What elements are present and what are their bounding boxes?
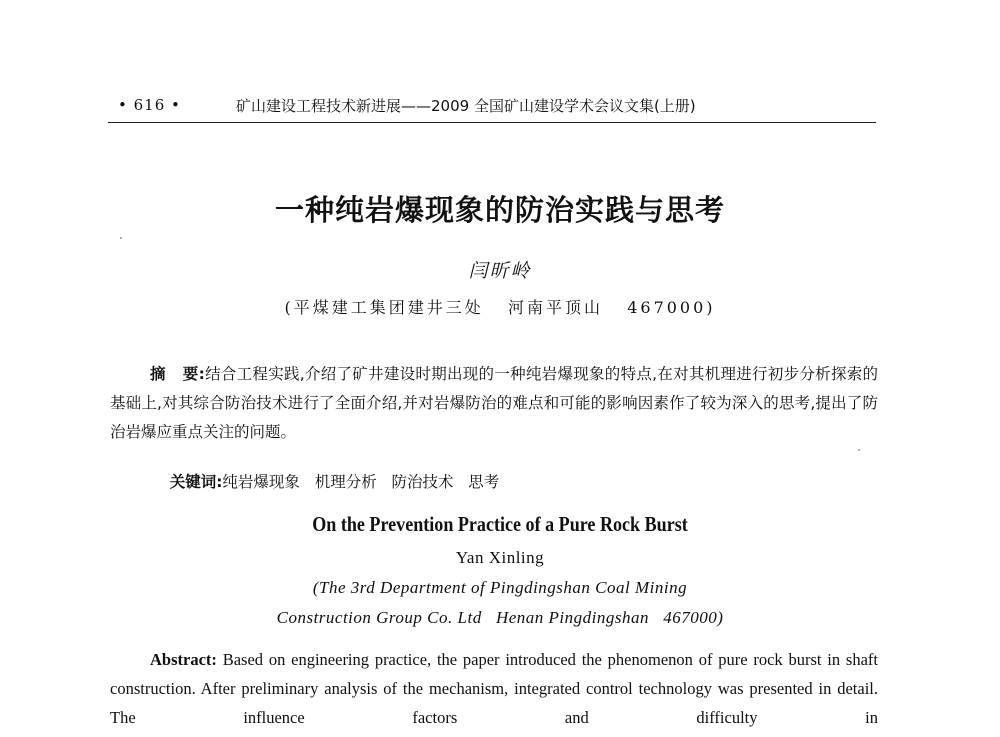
chinese-title: 一种纯岩爆现象的防治实践与思考 [274,193,725,227]
header-divider [108,122,876,123]
chinese-affiliation: (平煤建工集团建井三处 河南平顶山 467000) [284,298,716,317]
english-author: Yan Xinling [455,548,545,567]
english-abstract-label: Abstract: [150,650,217,669]
running-header [108,92,876,122]
scan-speck [120,237,122,239]
chinese-keywords-label: 关键词: [169,473,223,491]
english-abstract-text: Based on engineering practice, the paper introduced the phenomenon of pure rock burst in shaft construction. After preliminary analysis of the mechanism, integrated control technology was presented in detail. The influence factors and difficulty in [110,650,878,727]
chinese-abstract-label: 摘 要: [150,365,205,383]
english-abstract [110,645,878,732]
english-affiliation-line-2: Construction Group Co. Ltd Henan Pingdingshan 467000) [276,608,724,627]
proceedings-title: 矿山建设工程技术新进展——2009 全国矿山建设学术会议文集(上册) [236,97,696,115]
chinese-abstract [110,360,878,447]
chinese-keywords-text: 纯岩爆现象 机理分析 防治技术 思考 [222,473,500,491]
english-title: On the Prevention Practice of a Pure Rock Burst [312,512,688,536]
english-affiliation-line-1: (The 3rd Department of Pingdingshan Coal Mining [312,578,688,597]
scan-speck [858,449,860,451]
chinese-author: 闫昕岭 [468,260,532,282]
chinese-keywords [150,452,499,510]
page-number: • 616 • [118,96,181,114]
chinese-abstract-text: 结合工程实践,介绍了矿井建设时期出现的一种纯岩爆现象的特点,在对其机理进行初步分析探索的基础上,对其综合防治技术进行了全面介绍,并对岩爆防治的难点和可能的影响因素作了较为深入的思考,提出了防治岩爆应重点关注的问题。 [110,365,879,441]
